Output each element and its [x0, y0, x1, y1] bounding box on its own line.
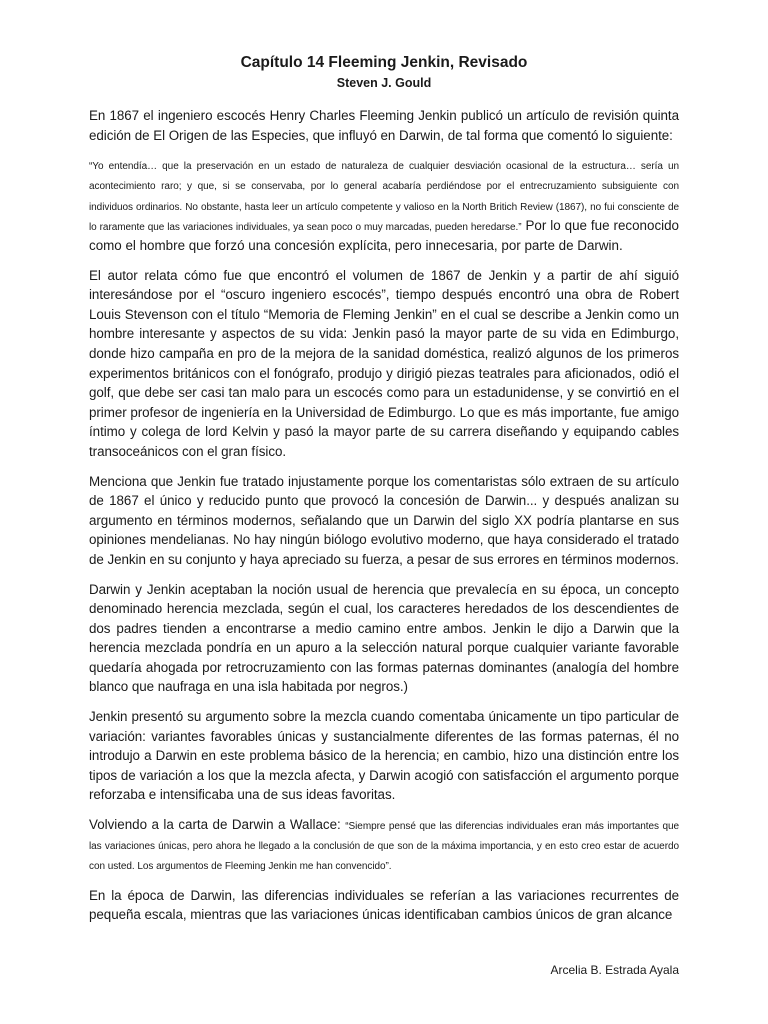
- signature: Arcelia B. Estrada Ayala: [550, 963, 679, 977]
- quote-commentary: Por lo que fue reconocido como el hombre que forzó una concesión explícita, pero innecesaria, por parte de Darwin.: [89, 217, 680, 253]
- darwin-quote: “Yo entendía… que la preservación en un estado de naturaleza de cualquier desviación ocasional de la estructura… sería un acontecimiento raro; y que, si se conservaba, por lo general acabaría perdiéndose por el entrecruzamiento subsiguiente con individuos ordinarios. No obstante, hasta leer un artículo competente y valioso en la North Britich Review (1867), no fui consciente de lo raramente que las variaciones individuales, ya sean poco o muy marcadas, pueden heredarse.”: [89, 161, 679, 233]
- paragraph-closing: En la época de Darwin, las diferencias individuales se referían a las variaciones recurrentes de pequeña escala, mientras que las variaciones únicas identificaban cambios únicos de gran alcance: [89, 887, 679, 923]
- wallace-letter-lead: Volviendo a la carta de Darwin a Wallace:: [89, 817, 346, 833]
- paragraph-injustice: Menciona que Jenkin fue tratado injustamente porque los comentaristas sólo extraen de su artículo de 1867 el único y reducido punto que provocó la concesión de Darwin... y después analizan su argumento en términos modernos, señalando que un Darwin del siglo XX podría plantarse en sus opiniones mendelianas. No hay ningún biólogo evolutivo moderno, que haya considerado el tratado de Jenkin en su conjunto y haya apreciado su fuerza, a pesar de sus errores en términos modernos.: [89, 473, 679, 567]
- paragraph-wallace-letter: [89, 815, 679, 876]
- wallace-quote: “Siempre pensé que las diferencias individuales eran más importantes que las variaciones únicas, pero ahora he llegado a la conclusión de que son de la máxima importancia, y en esto creo estar de acuerdo con usted. Los argumentos de Fleeming Jenkin me han convencido”.: [89, 821, 679, 873]
- document-title: Capítulo 14 Fleeming Jenkin, Revisado: [240, 54, 528, 71]
- paragraph-blending-inheritance: Darwin y Jenkin aceptaban la noción usual de herencia que prevalecía en su época, un concepto denominado herencia mezclada, según el cual, los caracteres heredados de los descendientes de dos padres tienden a encontrarse a medio camino entre ambos. Jenkin le dijo a Darwin que la herencia mezclada pondría en un apuro a la selección natural porque cualquier variante favorable quedaría ahogada por retrocruzamiento con las formas paternas dominantes (analogía del hombre blanco que naufraga en una isla habitada por negros.): [89, 581, 679, 695]
- paragraph-intro: En 1867 el ingeniero escocés Henry Charles Fleeming Jenkin publicó un artículo de revisión quinta edición de El Origen de las Especies, que influyó en Darwin, de tal forma que comentó lo siguiente:: [89, 108, 679, 143]
- paragraph-variation-types: Jenkin presentó su argumento sobre la mezcla cuando comentaba únicamente un tipo particular de variación: variantes favorables únicas y sustancialmente diferentes de las formas paternas, él no introdujo a Darwin en este problema básico de la herencia; en cambio, hizo una distinción entre los tipos de variación a los que la mezcla afecta, y Darwin acogió con satisfacción el argumento porque reforzaba e intensificaba una de sus ideas favoritas.: [89, 709, 679, 803]
- document-author: Steven J. Gould: [336, 76, 432, 90]
- paragraph-quote-block: [89, 155, 679, 255]
- paragraph-biography: El autor relata cómo fue que encontró el volumen de 1867 de Jenkin y a partir de ahí siguió interesándose por el “oscuro ingeniero escocés”, tiempo después encontró una obra de Robert Louis Stevenson con el título “Memoria de Fleming Jenkin” en el cual se describe a Jenkin como un hombre interesante y aspectos de su vida: Jenkin pasó la mayor parte de su vida en Edimburgo, donde hizo campaña en pro de la mejora de la sanidad doméstica, realizó algunos de los primeros experimentos británicos con el fonógrafo, produjo y dirigió piezas teatrales para aficionados, odió el golf, que debe ser casi tan malo para un escocés como para un estadunidense, y se convirtió en el primer profesor de ingeniería en la Universidad de Edimburgo. Lo que es más importante, fue amigo íntimo y colega de lord Kelvin y pasó la mayor parte de su carrera diseñando y equipando cables transoceánicos con el gran físico.: [89, 267, 679, 459]
